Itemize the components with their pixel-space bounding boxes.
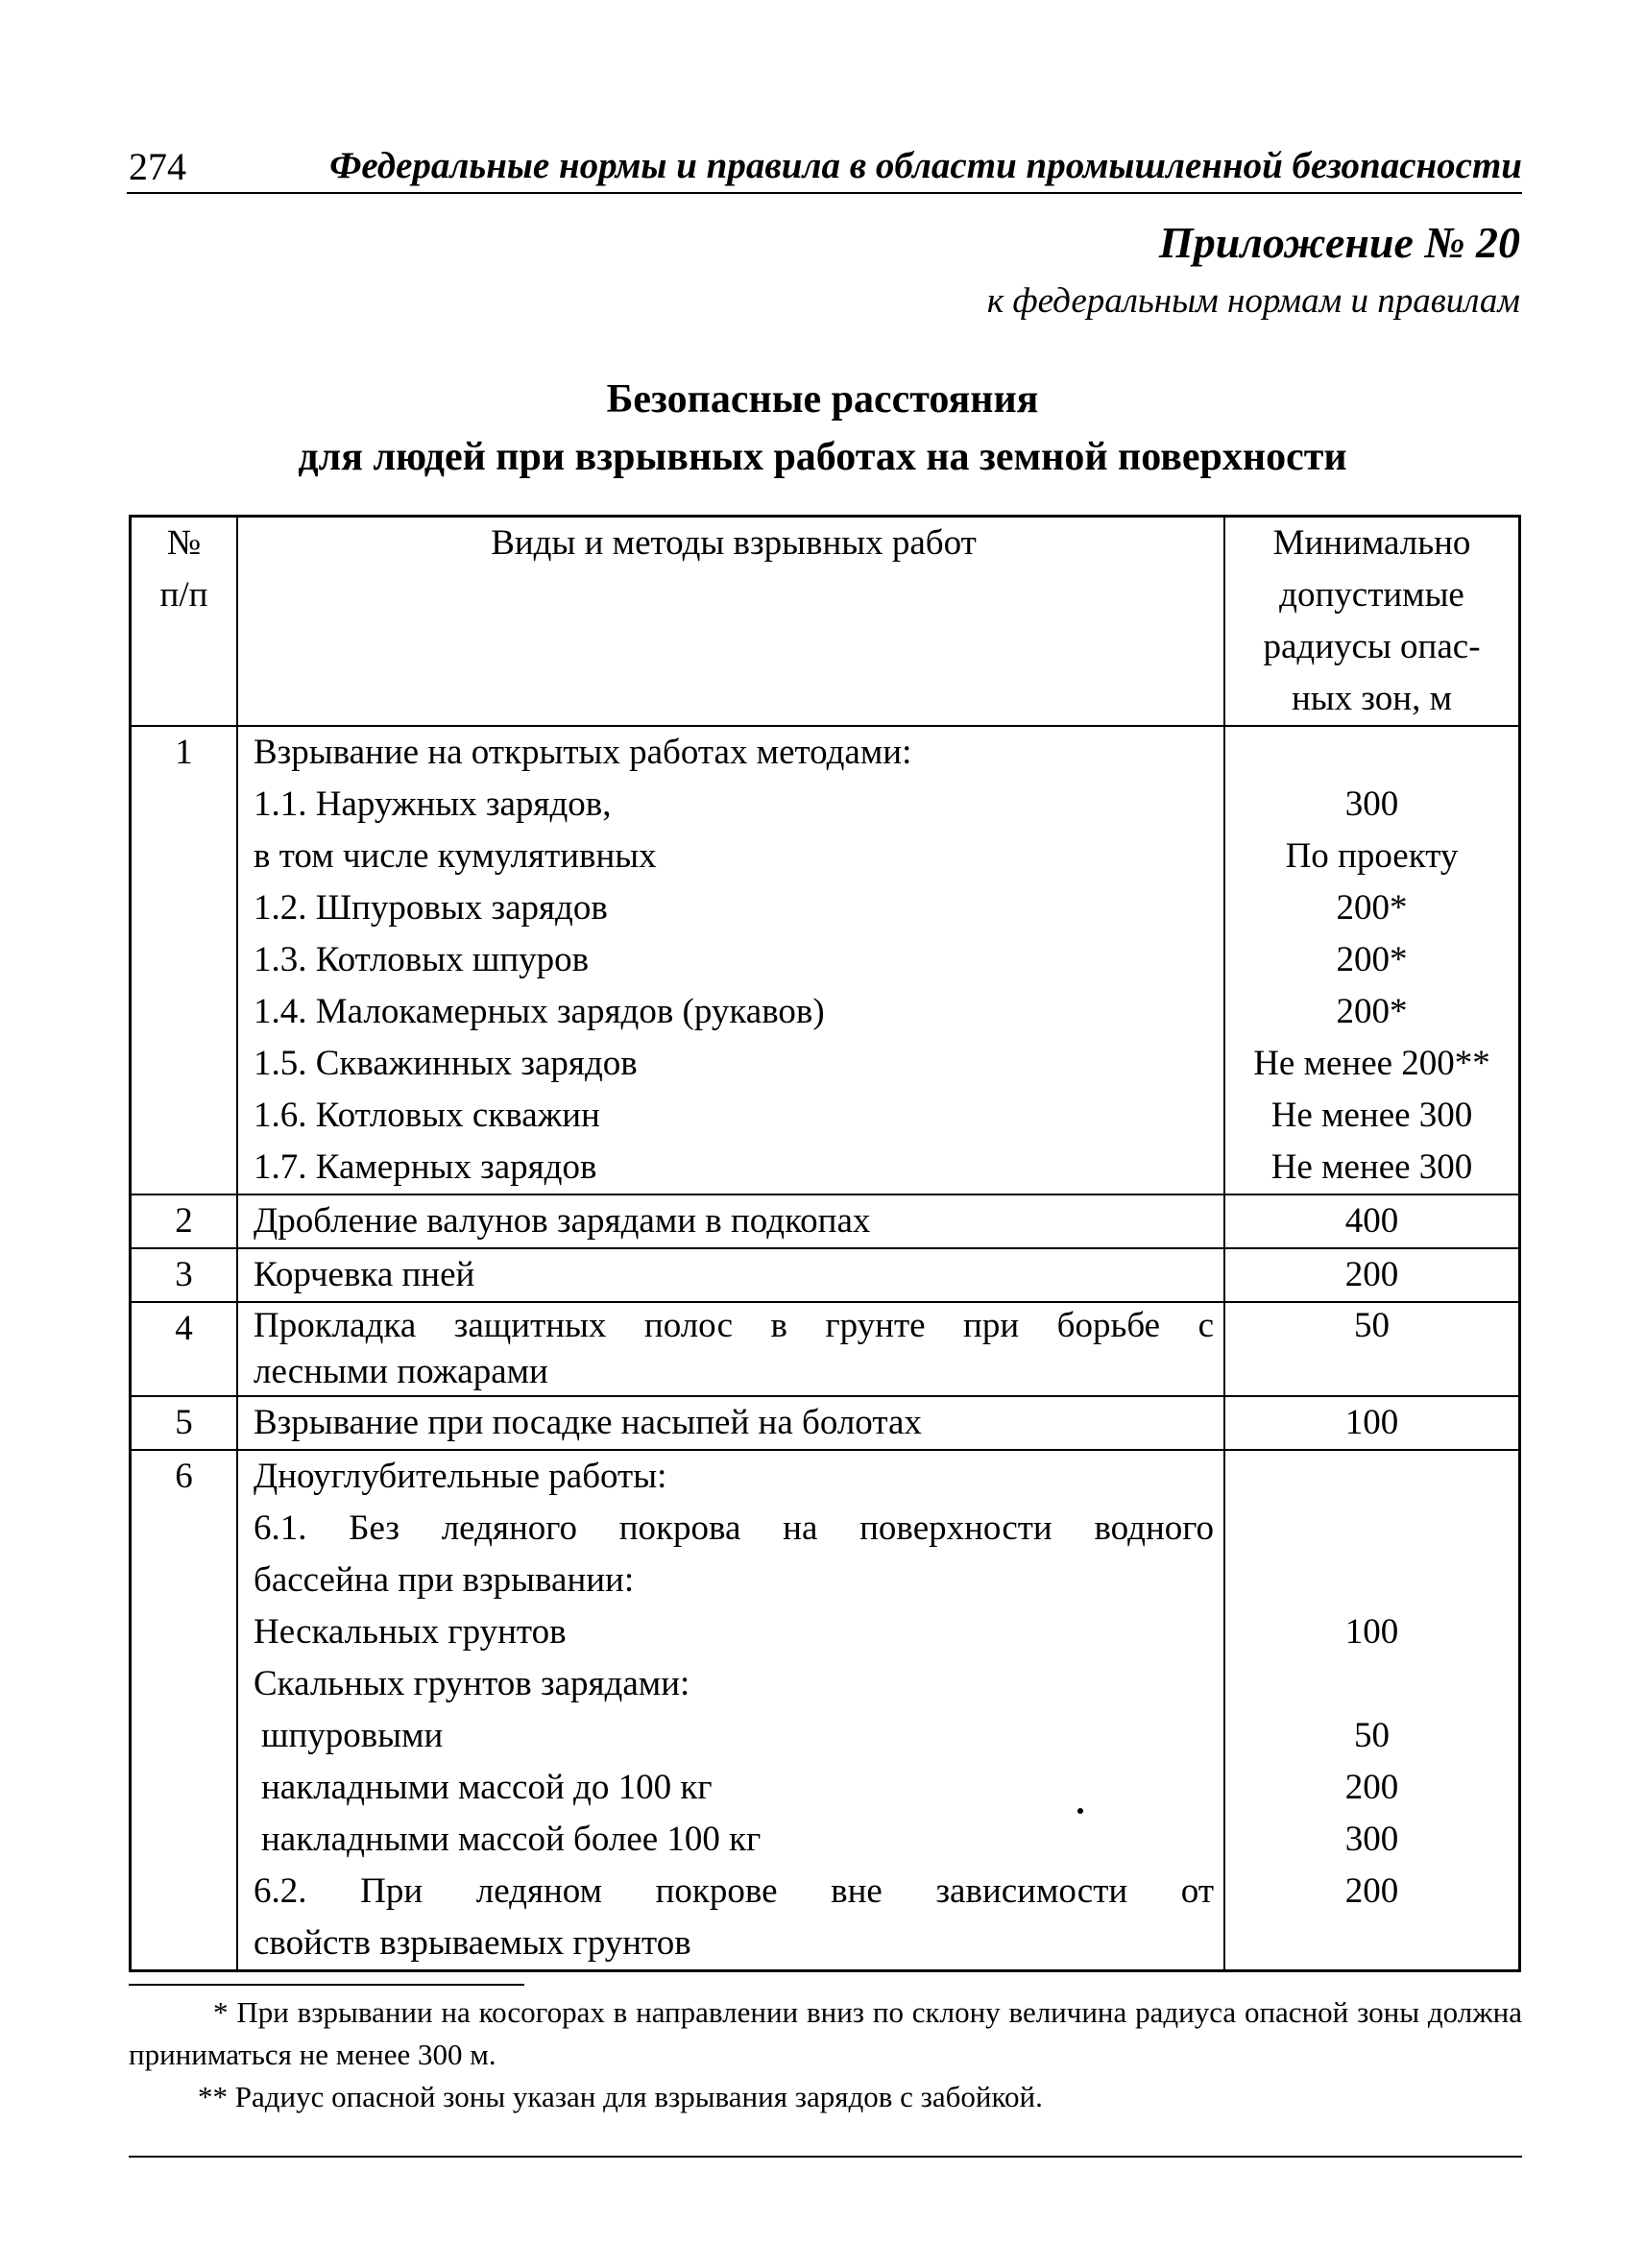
row-type-line: лесными пожарами: [254, 1352, 548, 1391]
row-radius-value: 300: [1344, 1820, 1399, 1859]
row-radius-cell: [1224, 1396, 1520, 1450]
row-type-line: 1.1. Наружных зарядов,: [254, 784, 612, 824]
row-radius-value: 200*: [1336, 888, 1408, 928]
bottom-rule: [129, 2156, 1522, 2158]
row-type-cell: [237, 1248, 1224, 1302]
page-number: 274: [129, 145, 186, 188]
appendix-label: Приложение № 20: [1158, 218, 1520, 267]
header-type-cell: Виды и методы взрывных работ: [237, 517, 1224, 727]
document-title-line-1: Безопасные расстояния: [606, 377, 1039, 422]
row-radius-cell: [1224, 1194, 1520, 1248]
row-type-line: 1.2. Шпуровых зарядов: [254, 888, 608, 928]
row-radius-value: [1225, 1451, 1518, 1503]
footnote-1: * При взрывании на косогорах в направлении вниз по склону величина радиуса опасной зоны должна приниматься не менее 300 м.: [129, 1995, 1522, 2071]
row-radius-value: Не менее 300: [1270, 1147, 1473, 1187]
row-type-line: 1.7. Камерных зарядов: [254, 1147, 597, 1187]
row-type-line: 6.1. Без ледяного покрова на поверхности водного: [254, 1508, 1214, 1548]
row-type-cell: [237, 726, 1224, 1194]
row-number-cell: 2: [131, 1194, 238, 1248]
row-radius-value: 200: [1344, 1255, 1399, 1294]
table-row: [131, 1302, 1520, 1396]
safe-distance-table: [129, 515, 1521, 1972]
row-type-line: накладными массой до 100 кг: [261, 1768, 713, 1807]
print-speck: [1077, 1808, 1083, 1814]
row-type-line: 1.4. Малокамерных зарядов (рукавов): [254, 992, 825, 1031]
row-type-line: 6.2. При ледяном покрове вне зависимости от: [254, 1871, 1214, 1911]
row-number-cell: 4: [131, 1302, 238, 1396]
row-radius-value: [1225, 727, 1518, 779]
row-type-line: Корчевка пней: [254, 1255, 475, 1294]
row-type-line: накладными массой более 100 кг: [261, 1820, 762, 1859]
row-type-line: бассейна при взрывании:: [254, 1560, 635, 1600]
table-row: [131, 1248, 1520, 1302]
footnote-rule: [129, 1984, 524, 1986]
row-radius-value: 400: [1344, 1201, 1399, 1241]
row-type-cell: [237, 1450, 1224, 1971]
running-title: Федеральные нормы и правила в области промышленной безопасности: [329, 145, 1522, 186]
header-radius-line: допустимые: [1279, 575, 1464, 615]
row-radius-cell: [1224, 1248, 1520, 1302]
row-radius-value: 200: [1344, 1871, 1399, 1911]
row-type-line: 1.6. Котловых скважин: [254, 1096, 600, 1135]
row-type-line: свойств взрываемых грунтов: [254, 1923, 691, 1963]
row-number-cell: 3: [131, 1248, 238, 1302]
header-radius-line: Минимально: [1272, 523, 1471, 563]
row-type-line: 1.5. Скважинных зарядов: [254, 1044, 638, 1083]
row-radius-value: 200*: [1336, 940, 1408, 979]
header-radius-cell: [1224, 517, 1520, 727]
row-type-line: Взрывание при посадке насыпей на болотах: [254, 1403, 922, 1442]
header-rule: [127, 192, 1522, 194]
row-radius-value: [1225, 1658, 1518, 1710]
row-type-line: Скальных грунтов зарядами:: [254, 1664, 690, 1703]
row-type-line: Нескальных грунтов: [254, 1612, 567, 1652]
table-header-row: [131, 517, 1520, 727]
header-number-line: №: [166, 523, 202, 563]
row-radius-cell: [1224, 1450, 1520, 1971]
row-radius-value: Не менее 200**: [1253, 1044, 1490, 1083]
row-type-cell: [237, 1396, 1224, 1450]
row-type-line: шпуровыми: [261, 1716, 444, 1755]
row-type-line: 1.3. Котловых шпуров: [254, 940, 590, 979]
row-number-cell: 6: [131, 1450, 238, 1971]
row-radius-value: 100: [1344, 1612, 1399, 1652]
row-radius-value: [1225, 1349, 1518, 1395]
row-type-cell: [237, 1302, 1224, 1396]
row-radius-cell: [1224, 726, 1520, 1194]
row-radius-cell: [1224, 1302, 1520, 1396]
appendix-subtitle: к федеральным нормам и правилам: [986, 281, 1520, 321]
header-radius-line: ных зон, м: [1291, 679, 1453, 718]
row-number-cell: 1: [131, 726, 238, 1194]
header-number-cell: [131, 517, 238, 727]
row-radius-value: 100: [1344, 1403, 1399, 1442]
footnote-2: ** Радиус опасной зоны указан для взрывания зарядов с забойкой.: [198, 2080, 1043, 2113]
row-type-cell: [237, 1194, 1224, 1248]
table-row: [131, 1194, 1520, 1248]
row-number-cell: 5: [131, 1396, 238, 1450]
row-radius-value: 50: [1354, 1716, 1390, 1755]
row-radius-value: 50: [1354, 1306, 1390, 1345]
header-radius-line: радиусы опас-: [1263, 627, 1481, 666]
row-radius-value: 200*: [1336, 992, 1408, 1031]
table-row: [131, 726, 1520, 1194]
document-title-line-2: для людей при взрывных работах на земной поверхности: [298, 435, 1347, 479]
row-type-line: в том числе кумулятивных: [254, 836, 657, 876]
table-row: [131, 1396, 1520, 1450]
row-radius-value: Не менее 300: [1270, 1096, 1473, 1135]
row-type-line: Дноуглубительные работы:: [254, 1457, 667, 1496]
row-radius-value: 200: [1344, 1768, 1399, 1807]
row-radius-value: [1225, 1918, 1518, 1969]
row-radius-value: [1225, 1503, 1518, 1555]
row-radius-value: 300: [1344, 784, 1399, 824]
row-radius-value: По проекту: [1285, 836, 1459, 876]
row-radius-value: [1225, 1555, 1518, 1606]
row-type-line: Дробление валунов зарядами в подкопах: [254, 1201, 871, 1241]
header-number-line: п/п: [159, 575, 208, 615]
row-type-line: Прокладка защитных полос в грунте при борьбе с: [254, 1306, 1214, 1345]
table-row: [131, 1450, 1520, 1971]
row-type-line: Взрывание на открытых работах методами:: [254, 733, 912, 772]
